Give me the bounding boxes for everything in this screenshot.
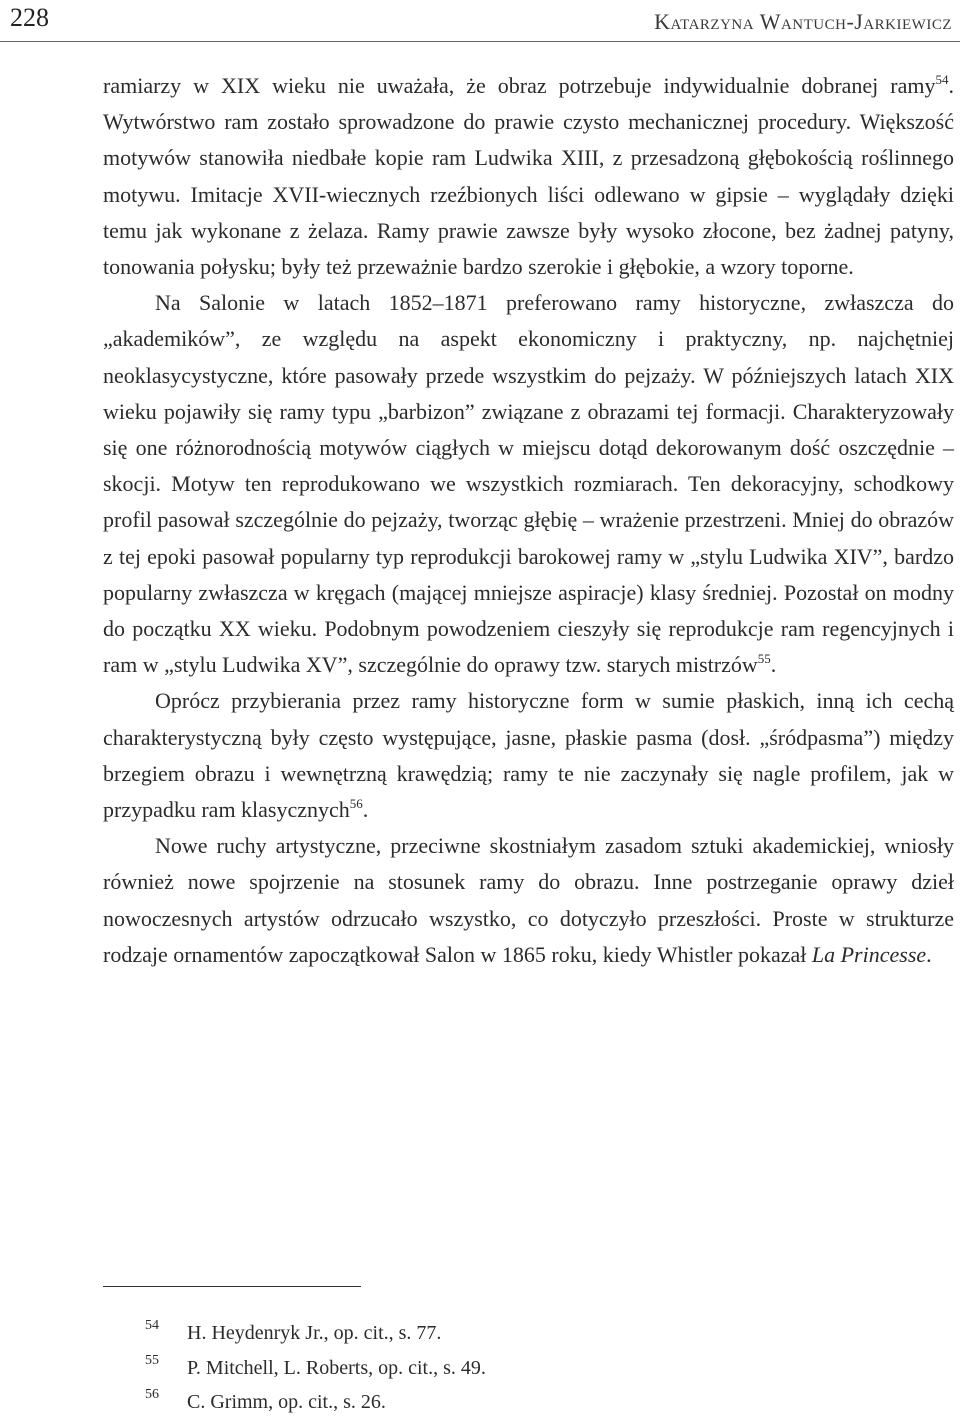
footnote-ref-55: 55 [757,651,771,667]
footnote-ref-54: 54 [935,72,949,87]
paragraph-text: Oprócz przybierania przez ramy historyczne form w sumie płaskich, inną ich cechą charakterystyczną były często występujące, jasne, płaskie pasma (dosł. „śródpasma”) między brzegiem obrazu i wewnętrzną krawędzią; ramy te nie zaczynały się nagle profilem, jak w przypadku ram klasycznych [103,688,954,823]
page-header [0,0,960,44]
paragraph-text: . [770,652,777,678]
running-head: Katarzyna Wantuch-Jarkiewicz [654,9,952,34]
paragraph-text: . Wytwórstwo ram zostało sprowadzone do prawie czysto mechanicznej procedury. Większość motywów stanowiła niedbałe kopie ram Ludwika XIII, z przesadzoną głębokością roślinnego motywu. Imitacje XVII-wiecznych rzeźbionych liści odlewano w gipsie – wyglądały dzięki temu jak wykonane z żelaza. Ramy prawie zawsze były wysoko złocone, bez żadnej patyny, tonowania połysku; były też przeważnie bardzo szerokie i głębokie, a wzory toporne. [103,73,954,280]
paragraph-text: Nowe ruchy artystyczne, przeciwne skostniałym zasadom sztuki akademickiej, wniosły również nowe spojrzenie na stosunek ramy do obrazu. Inne postrzeganie oprawy dzieł nowoczesnych artystów odrzucało wszystko, co dotyczyło przeszłości. Proste w strukturze rodzaje ornamentów zapoczątkował Salon w 1865 roku, kiedy Whistler pokazał [103,833,954,967]
footnote [103,1351,803,1386]
footnote [103,1385,803,1420]
header-rule [0,41,960,42]
footnote-number: 56 [145,1387,159,1402]
paragraph-text: ramiarzy w XIX wieku nie uważała, że obraz potrzebuje indywidualnie dobranej ramy [103,73,936,98]
paragraph-3 [103,683,954,828]
footnote-number: 55 [145,1352,159,1368]
footnote-ref-56: 56 [349,796,363,812]
footnote-number: 54 [145,1318,159,1333]
paragraph-text: . [926,941,932,967]
footnote [103,1316,803,1351]
footnote-rule [103,1286,361,1287]
paragraph-text: Na Salonie w latach 1852–1871 preferowano ramy historyczne, zwłaszcza do „akademików”, ze względu na aspekt ekonomiczny i praktyczny, np. najchętniej neoklasycystyczne, które pasowały przede wszystkim do pejzaży. W późniejszych latach XIX wieku pojawiły się ramy typu „barbizon” związane z obrazami tej formacji. Charakteryzowały się one różnorodnością motywów ciągłych w miejscu dotąd dekorowanym dość oszczędnie – skocji. Motyw ten reprodukowano we wszystkich rozmiarach. Ten dekoracyjny, schodkowy profil pasował szczególnie do pejzaży, tworząc głębię – wrażenie przestrzeni. Mniej do obrazów z tej epoki pasował popularny typ reprodukcji barokowej ramy w „stylu Ludwika XIV”, bardzo popularny zwłaszcza w kręgach (mającej mniejsze aspiracje) klasy średniej. Pozostał on modny do początku XX wieku. Podobnym powodzeniem cieszyły się reprodukcje ram regencyjnych i ram w „stylu Ludwika XV”, szczególnie do oprawy tzw. starych mistrzów [103,290,954,678]
footnote-text: H. Heydenryk Jr., op. cit., s. 77. [187,1322,442,1344]
body-text [103,68,954,973]
page-number: 228 [10,3,49,32]
paragraph-4 [103,828,954,973]
paragraph-2 [103,285,954,683]
footnotes [103,1316,803,1420]
artwork-title: La Princesse [811,941,927,967]
paragraph-text: . [362,797,369,823]
footnote-text: C. Grimm, op. cit., s. 26. [187,1391,386,1413]
paragraph-1 [103,68,954,285]
footnote-text: P. Mitchell, L. Roberts, op. cit., s. 49. [187,1356,486,1379]
